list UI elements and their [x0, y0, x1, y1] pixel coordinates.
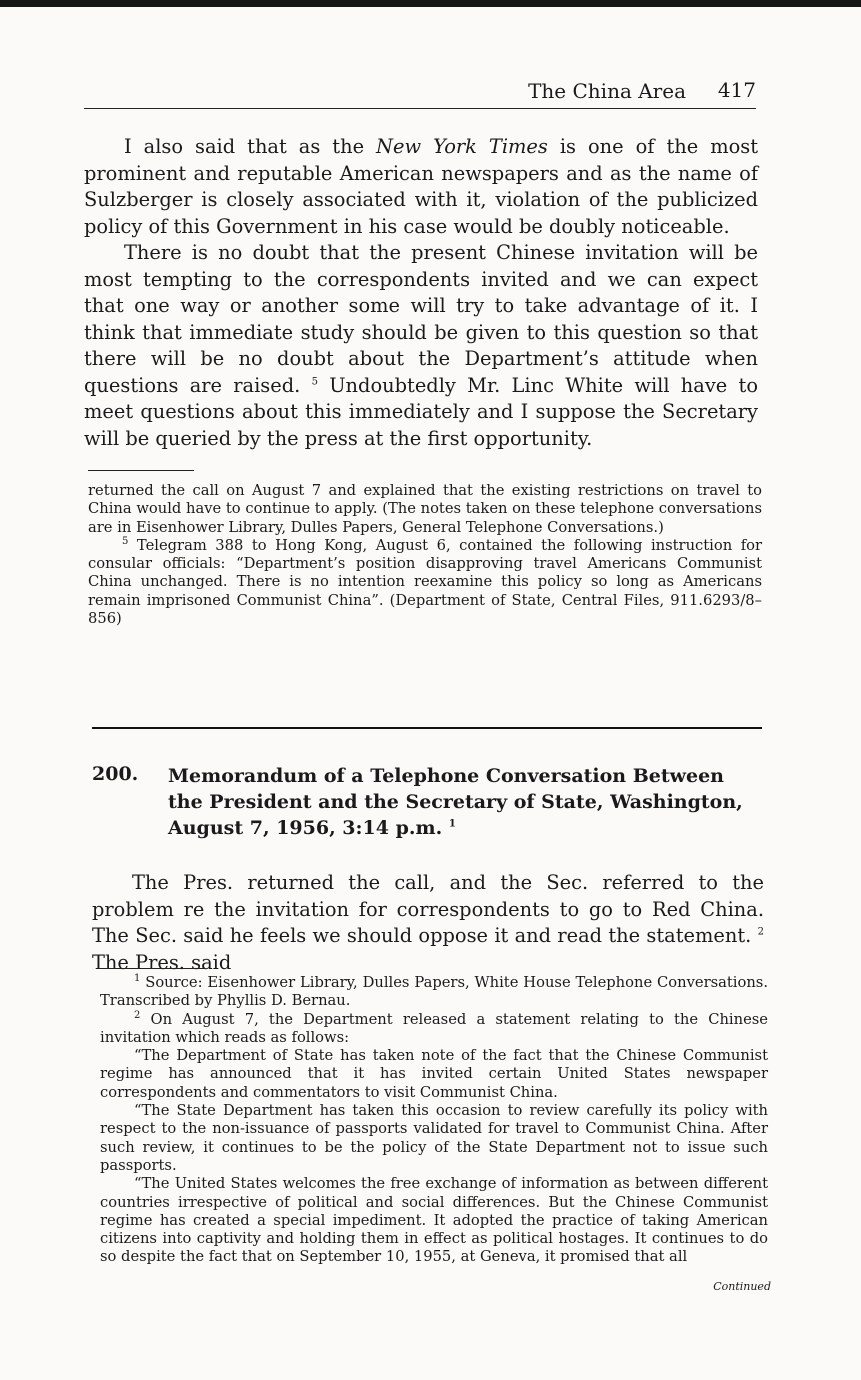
- document-number: 200.: [92, 763, 139, 785]
- top-edge-bar: [0, 0, 861, 7]
- footnote-quote-2: “The State Department has taken this occasion to review carefully its policy with respect to the non-issuance of passports validated for travel to Communist China. After such review, it continues to be the policy of the State Department not to issue such passports.: [100, 1102, 768, 1174]
- footnote-quote-3: “The United States welcomes the free exchange of information as between different countries irrespective of political and social differences. But the Chinese Communist regime has created a special impediment. It adopted the practice of taking American citizens into captivity and holding them in effect as political hostages. It continues to do so despite the fact that on September 10, 1955, at Geneva, it promised that all: [100, 1175, 768, 1266]
- paragraph-invitation: There is no doubt that the present Chinese invitation will be most tempting to the correspondents invited and we can expect that one way or another some will try to take advantage of it. I think that immediate study should be given to this question so that there will be no doubt about the Department’s attitude when questions are raised. $^5$ Undoubtedly Mr. Linc White will have to meet questions about this immediately and I suppose the Secretary will be queried by the press at the first opportunity.: [84, 241, 759, 450]
- document-title: Memorandum of a Telephone Conversation Between the President and the Secretary of State, Washington, August 7, 1956, 3:14 p.m. $^1$: [168, 765, 743, 839]
- footnote-ref-1: 1: [448, 818, 456, 830]
- memo-paragraphs: [92, 870, 764, 976]
- footnote-ref-2: 2: [757, 926, 764, 938]
- footnote-continuation: returned the call on August 7 and explained that the existing restrictions on travel to China would have to continue to apply. (The notes taken on these telephone conversations are in Eisenhower Library, Dulles Papers, General Telephone Conversations.): [88, 482, 762, 536]
- page-number: 417: [717, 78, 756, 102]
- top-paragraphs: [84, 134, 758, 452]
- paragraph-sulzberger: I also said that as the New York Times is one of the most prominent and reputable American newspapers and as the name of Sulzberger is closely associated with it, violation of the publicized policy of this Government in his case would be doubly noticeable.: [84, 135, 759, 238]
- paragraph-memo: The Pres. returned the call, and the Sec. referred to the problem re the invitation for correspondents to go to Red China. The Sec. said he feels we should oppose it and read the statement. $^2$ The Pres. said: [92, 871, 764, 974]
- footnote-1: $^1$ Source: Eisenhower Library, Dulles Papers, White House Telephone Conversations. Transcribed by Phyllis D. Bernau.: [100, 973, 768, 1010]
- footnote-ref-5: 5: [311, 376, 318, 388]
- footnote-2: $^2$ On August 7, the Department released a statement relating to the Chinese invitation which reads as follows:: [100, 1009, 769, 1046]
- footnotes-bottom: [100, 974, 768, 1267]
- section-title: The China Area: [528, 79, 686, 103]
- newspaper-name: New York Times: [376, 135, 548, 158]
- continued-label: Continued: [713, 1280, 771, 1293]
- footnote-rule-top: [88, 470, 194, 471]
- footnotes-top: [88, 482, 762, 628]
- footnote-5: $^5$ Telegram 388 to Hong Kong, August 6, contained the following instruction for consular officials: “Department’s position disapproving travel Americans Communist China unchanged. There is no intention reexamine this policy so long as Americans remain imprisoned Communist China”. (Department of State, Central Files, 911.6293/8–856): [88, 536, 762, 628]
- section-divider: [92, 727, 762, 729]
- running-header: [84, 76, 756, 109]
- footnote-rule-bottom: [98, 968, 204, 969]
- footnote-quote-1: “The Department of State has taken note of the fact that the Chinese Communist regime has announced that it has invited certain United States newspaper correspondents and commentators to visit Communist China.: [100, 1047, 768, 1101]
